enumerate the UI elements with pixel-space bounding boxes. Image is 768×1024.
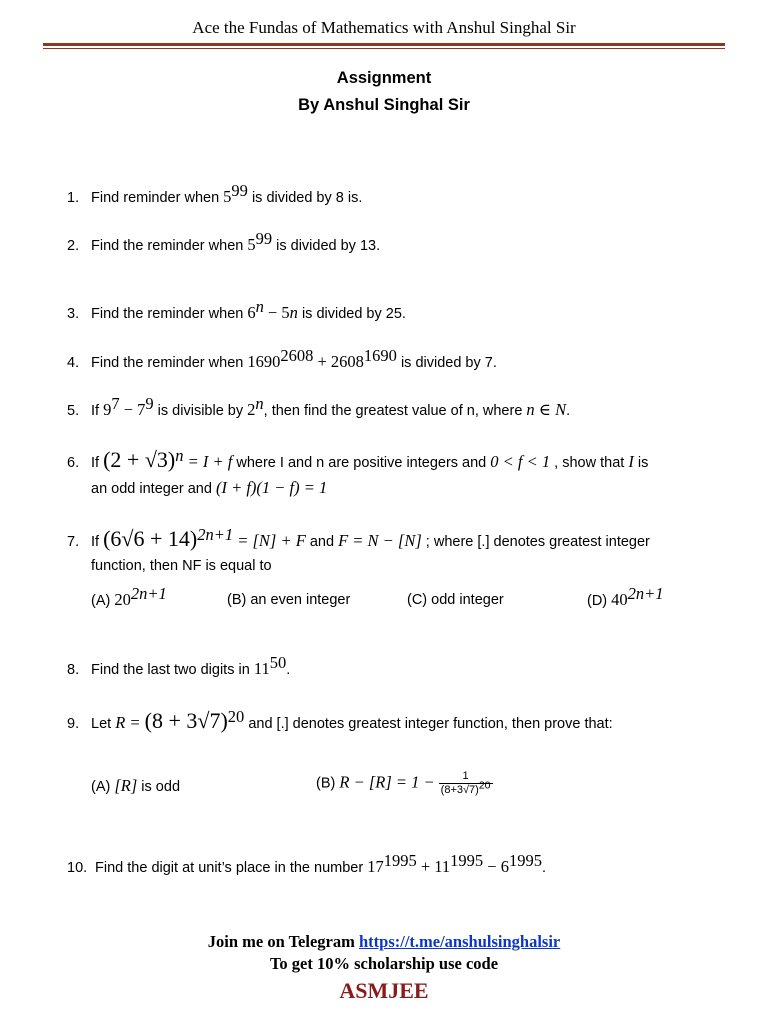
math-base: 17 (367, 857, 384, 876)
math-expression: n ∈ N (526, 400, 567, 419)
math-exponent: 20 (478, 779, 491, 792)
math-expression: = I + f (183, 452, 233, 471)
question-number: 9. (67, 716, 80, 732)
assignment-author: By Anshul Singhal Sir (298, 96, 470, 114)
question-text: Find the last two digits in (91, 662, 254, 678)
header-divider-thin (43, 48, 725, 49)
math-expression: (8 + 3√7) (144, 708, 228, 733)
math-expression: + 2608 (313, 352, 364, 371)
math-expression: R = (115, 713, 145, 732)
option-label: (A) (91, 593, 115, 609)
math-expression: + 11 (416, 857, 451, 876)
math-base: 11 (253, 659, 270, 678)
math-exponent: n (255, 394, 264, 414)
math-base: 5 (223, 187, 232, 206)
question-text: is divided by 13. (272, 238, 381, 254)
question-8 (67, 653, 291, 680)
question-number: 5. (67, 403, 80, 419)
question-7-line-2: function, then NF is equal to (91, 558, 272, 574)
question-text: Find the digit at unit’s place in the number (91, 860, 368, 876)
question-text: where I and n are positive integers and (232, 455, 491, 471)
question-number: 7. (67, 534, 80, 550)
question-number: 6. (67, 455, 80, 471)
question-text: Find reminder when (91, 190, 224, 206)
coupon-code: ASMJEE (339, 978, 429, 1003)
question-9 (67, 707, 613, 734)
question-text: , show that (550, 455, 629, 471)
fraction-numerator: 1 (439, 770, 493, 784)
math-variable: n (289, 303, 298, 322)
q9-option-b (316, 770, 493, 797)
q7-option-b: (B) an even integer (227, 592, 351, 608)
question-1 (67, 181, 363, 208)
math-expression: (6√6 + 14) (103, 526, 198, 551)
question-text: is divided by 7. (396, 355, 497, 371)
fraction-denominator (439, 779, 493, 797)
math-exponent: 2n+1 (627, 584, 664, 604)
math-exponent: 1995 (508, 851, 542, 871)
question-text: Let (91, 716, 116, 732)
q7-option-d (587, 584, 664, 610)
question-text: If (91, 534, 104, 550)
header-divider (43, 43, 725, 46)
math-expression: − 6 (483, 857, 509, 876)
option-label: (B) (316, 775, 340, 792)
question-5 (67, 394, 571, 421)
question-7 (67, 525, 650, 552)
math-expression: (2 + √3) (103, 447, 176, 472)
question-number: 4. (67, 355, 80, 371)
question-text: Find the reminder when (91, 306, 248, 322)
question-text: is (633, 455, 649, 471)
question-3 (67, 297, 406, 324)
option-label: (D) (587, 593, 612, 609)
question-number: 2. (67, 238, 80, 254)
question-text: . (566, 403, 571, 419)
question-6 (67, 446, 649, 473)
question-text: . (286, 662, 291, 678)
math-base: 6 (247, 303, 256, 322)
math-base: 9 (103, 400, 112, 419)
math-exponent: 1995 (383, 851, 417, 871)
math-exponent: 99 (231, 181, 248, 201)
question-10 (67, 851, 546, 878)
math-expression: = [N] + F (233, 531, 306, 550)
question-text: is divisible by (153, 403, 248, 419)
math-exponent: n (255, 297, 264, 317)
denominator-expression: (8+3√7) (440, 784, 479, 796)
math-exponent: 9 (145, 394, 154, 414)
option-text: is odd (137, 779, 181, 795)
footer-scholarship-line: To get 10% scholarship use code (269, 954, 499, 973)
question-text: and [.] denotes greatest integer function, then prove that: (244, 716, 613, 732)
assignment-title: Assignment (336, 69, 432, 87)
q9-option-a (91, 776, 180, 796)
math-variable: I (628, 452, 634, 471)
math-expression: − 7 (119, 400, 146, 419)
math-base: 1690 (247, 352, 281, 371)
math-exponent: 2n+1 (197, 525, 234, 545)
page-header: Ace the Fundas of Mathematics with Anshul Singhal Sir (192, 18, 576, 37)
question-text: Find the reminder when (91, 238, 248, 254)
question-number: 8. (67, 662, 80, 678)
question-text: If (91, 403, 104, 419)
math-base: 20 (114, 590, 131, 609)
question-text: Find the reminder when (91, 355, 248, 371)
question-text: ; where [.] denotes greatest integer (421, 534, 650, 550)
question-text: , then find the greatest value of n, where (263, 403, 527, 419)
math-exponent: 1995 (450, 851, 484, 871)
footer-telegram-line (0, 932, 768, 952)
question-text: and (305, 534, 339, 550)
math-expression: − 5 (263, 303, 290, 322)
math-exponent: n (175, 446, 184, 466)
math-expression: R − [R] = 1 − (339, 772, 435, 792)
question-6-line-2 (91, 478, 327, 499)
math-expression: 0 < f < 1 (490, 452, 551, 471)
math-exponent: 20 (227, 707, 245, 727)
math-base: 5 (247, 235, 256, 254)
math-base: 2 (247, 400, 256, 419)
question-text: is divided by 25. (297, 306, 406, 322)
math-exponent: 1690 (363, 346, 397, 366)
math-exponent: 2n+1 (130, 584, 167, 604)
option-label: (A) (91, 779, 115, 795)
math-expression: (I + f)(1 − f) = 1 (215, 478, 328, 497)
math-exponent: 2608 (280, 346, 314, 366)
footer-text: Join me on Telegram (207, 932, 359, 951)
q7-option-a (91, 584, 167, 610)
fraction (439, 770, 493, 797)
math-expression: [R] (114, 776, 138, 795)
math-expression: F = N − [N] (338, 531, 422, 550)
question-number: 3. (67, 306, 80, 322)
math-exponent: 50 (269, 653, 287, 673)
question-number: 10. (67, 860, 88, 876)
question-4 (67, 346, 497, 373)
q7-option-c: (C) odd integer (407, 592, 504, 608)
question-2 (67, 229, 381, 256)
question-text: an odd integer and (91, 481, 216, 497)
question-text: . (541, 860, 546, 876)
math-exponent: 7 (111, 394, 120, 414)
question-text: is divided by 8 is. (247, 190, 363, 206)
telegram-link[interactable]: https://t.me/anshulsinghalsir (358, 932, 561, 951)
question-text: If (91, 455, 104, 471)
math-base: 40 (611, 590, 628, 609)
question-number: 1. (67, 190, 80, 206)
math-exponent: 99 (255, 229, 273, 249)
